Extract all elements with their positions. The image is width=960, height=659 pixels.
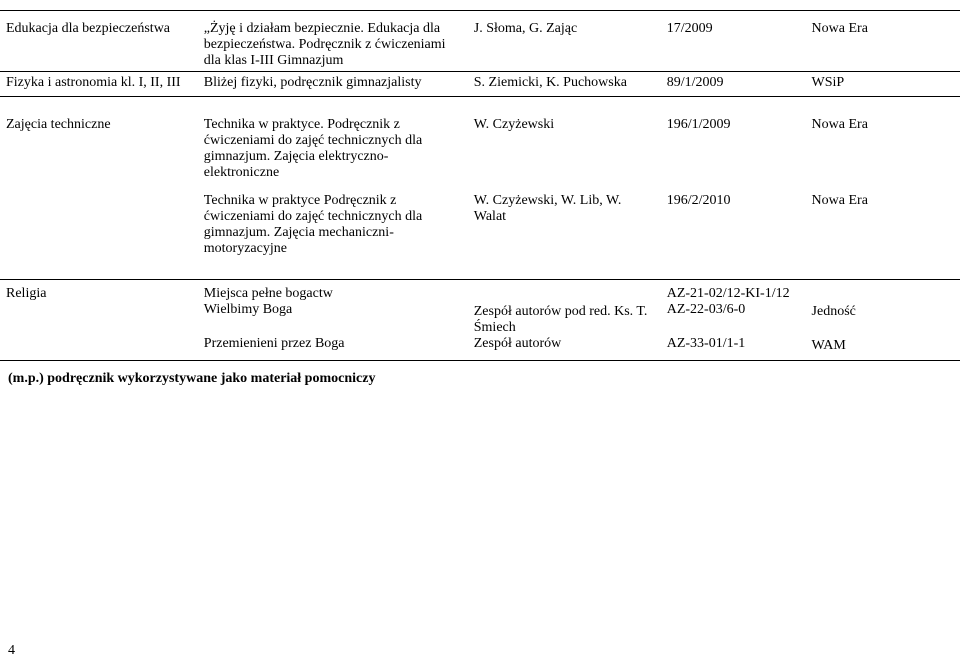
footnote: (m.p.) podręcznik wykorzystywane jako materiał pomocniczy xyxy=(8,371,376,386)
spacer xyxy=(204,318,462,336)
title-cell: Bliżej fizyki, podręcznik gimnazjalisty xyxy=(203,75,422,90)
subject-cell: Religia xyxy=(6,286,47,301)
publisher-cell: Nowa Era xyxy=(811,193,868,208)
title-line: Przemienieni przez Boga xyxy=(203,336,345,351)
title-line: Wielbimy Boga xyxy=(203,302,293,317)
publisher-line: Jedność xyxy=(811,304,856,319)
title-cell: Technika w praktyce. Podręcznik z ćwiczeniami do zajęć technicznych dla gimnazjum. Zajęcia elektryczno-elektroniczne xyxy=(203,117,423,180)
table-row xyxy=(0,71,960,97)
spacer xyxy=(667,318,800,336)
subject-cell: Zajęcia techniczne xyxy=(6,117,111,132)
author-cell xyxy=(468,286,661,360)
author-cell: W. Czyżewski, W. Lib, W. Walat xyxy=(473,193,622,224)
spacer xyxy=(474,286,655,304)
number-cell: 196/1/2009 xyxy=(666,117,731,132)
page-number: 4 xyxy=(8,643,15,658)
table-row xyxy=(0,97,960,193)
table-row xyxy=(0,279,960,361)
title-cell: Technika w praktyce Podręcznik z ćwiczeniami do zajęć technicznych dla gimnazjum. Zajęcia mechaniczni-motoryzacyjne xyxy=(203,193,423,256)
author-line: Zespół autorów xyxy=(473,336,562,351)
textbook-table xyxy=(0,10,960,361)
author-cell: W. Czyżewski xyxy=(473,117,555,132)
publisher-line: WAM xyxy=(811,338,846,353)
number-line: AZ-22-03/6-0 xyxy=(666,302,746,317)
number-cell: 89/1/2009 xyxy=(666,75,724,90)
author-cell: J. Słoma, G. Zając xyxy=(473,21,578,36)
table-row xyxy=(0,193,960,279)
number-cell: 196/2/2010 xyxy=(666,193,731,208)
publisher-cell: WSiP xyxy=(811,75,845,90)
subject-cell: Fizyka i astronomia kl. I, II, III xyxy=(6,75,181,90)
number-cell xyxy=(661,286,806,360)
table-row xyxy=(0,11,960,71)
publisher-cell: Nowa Era xyxy=(811,21,868,36)
title-line: Miejsca pełne bogactw xyxy=(203,286,333,301)
publisher-cell xyxy=(806,286,960,360)
number-line: AZ-33-01/1-1 xyxy=(666,336,746,351)
number-line: AZ-21-02/12-KI-1/12 xyxy=(666,286,790,301)
title-cell xyxy=(198,286,468,360)
number-cell: 17/2009 xyxy=(666,21,713,36)
subject-cell: Edukacja dla bezpieczeństwa xyxy=(6,21,171,36)
title-cell: „Żyję i działam bezpiecznie. Edukacja dla bezpieczeństwa. Podręcznik z ćwiczeniami dla klas I-III Gimnazjum xyxy=(203,21,446,68)
subject-cell xyxy=(0,193,198,279)
author-line: Zespół autorów pod red. Ks. T. Śmiech xyxy=(473,304,648,335)
publisher-cell: Nowa Era xyxy=(811,117,868,132)
spacer xyxy=(812,320,954,338)
spacer xyxy=(812,286,954,304)
author-cell: S. Ziemicki, K. Puchowska xyxy=(473,75,627,90)
